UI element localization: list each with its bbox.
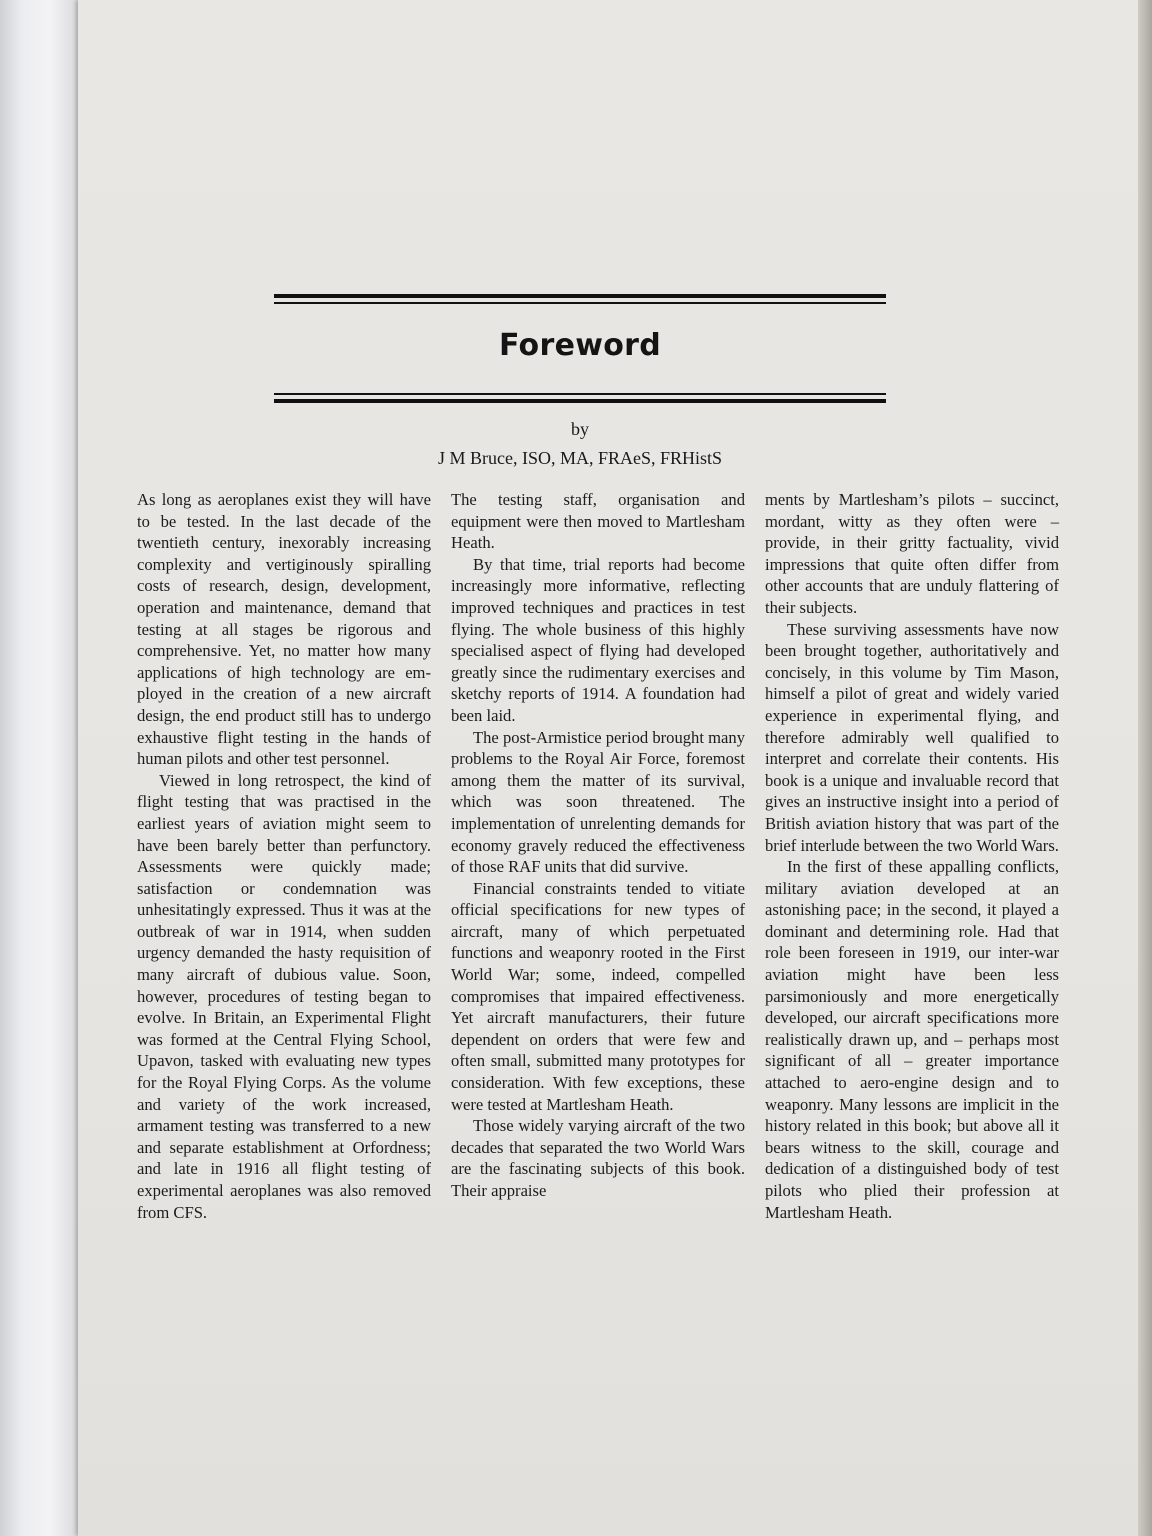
paragraph: The testing staff, organisation and equipment were then moved to Martlesham Heath. [451,490,745,553]
bottom-rule-thick [274,399,886,403]
paragraph: Viewed in long retrospect, the kind of flight testing that was practised in the earliest years of aviation might seem to have been barely better than perfunctory. Assessments were quickly made; satisfaction or condemnation was unhesitatingly expressed. Thus it was at the outbreak of war in 1914, when sudden urgency demanded the hasty requisition of many aircraft of dubious value. Soon, however, procedures of testing began to evolve. In Britain, an Experimental Flight was formed at the Central Flying School, Upavon, tasked with evaluating new types for the Royal Flying Corps. As the volume and variety of the work increased, armament testing was transferred to a new and separate establishment at Orfordness; and late in 1916 all flight testing of experimental aeroplanes was also removed from CFS. [137,770,431,1222]
paragraph: Financial constraints tended to vitiate official specifications for new types of aircraft, many of which perpetuated functions and weaponry rooted in the First World War; some, indeed, compelled compromises that impaired effectiveness. Yet aircraft manufacturers, their future dependent on orders that were few and often small, submitted many prototypes for consideration. With few exceptions, these were tested at Martlesham Heath. [451,878,745,1114]
text-column-3 [765,489,1059,1223]
page-title: Foreword [498,328,662,363]
paragraph: By that time, trial reports had become increasingly more informative, reflecting improved techniques and practices in test flying. The whole business of this highly specialised aspect of flying had developed greatly since the rudimentary exercises and sketchy reports of 1914. A foundation had been laid. [451,554,745,725]
paragraph: Those widely varying aircraft of the two decades that separated the two World Wars are the fascinating subjects of this book. Their appraise [451,1116,745,1200]
paragraph: As long as aeroplanes exist they will have to be tested. In the last decade of the twentieth century, inexorably increasing complexity and vertiginously spiralling costs of research, design, development, operation and maintenance, demand that testing at all stages be rigorous and comprehensive. Yet, no matter how many applications of high technology are employed in the creation of a new aircraft design, the end product still has to undergo exhaustive flight testing in the hands of human pilots and other test personnel. [137,490,431,769]
adjacent-page-edge [0,0,78,1536]
text-column-2 [451,489,745,1202]
byline-by: by [571,419,589,439]
text-column-1 [137,489,431,1223]
bottom-rule-thin [274,393,886,395]
top-rule-thick [274,294,886,298]
paragraph: ments by Martlesham’s pilots – succinct, mordant, witty as they often were – provide, in their gritty factuality, vivid impressions that quite often differ from other accounts that are unduly flattering of their subjects. [765,490,1059,617]
book-cover-edge [1138,0,1152,1536]
paragraph: The post-Armistice period brought many problems to the Royal Air Force, foremost among them the matter of its survival, which was soon threatened. The implementation of unrelenting demands for economy gravely reduced the effectiveness of those RAF units that did survive. [451,727,745,877]
top-rule-thin [274,302,886,304]
byline-author: J M Bruce, ISO, MA, FRAeS, FRHistS [437,448,723,468]
paragraph: In the first of these appalling conflicts, military aviation developed at an astonishing pace; in the second, it played a dominant and determining role. Had that role been foreseen in 1919, our inter-war aviation might have been less parsimoniously and more energetically developed, our aircraft specifications more realistically drawn up, and – perhaps most significant of all – greater importance attached to aero-engine design and to weaponry. Many lessons are implicit in the history related in this book; but above all it bears witness to the skill, courage and dedication of a distinguished body of test pilots who plied their profession at Martlesham Heath. [765,857,1059,1222]
paragraph: These surviving assessments have now been brought together, authoritatively and concisely, in this volume by Tim Mason, himself a pilot of great and widely varied experience in experimental flying, and therefore admirably well qualified to interpret and correlate their contents. His book is a unique and invaluable record that gives an instructive insight into a period of British aviation history that was part of the brief interlude between the two World Wars. [765,619,1059,855]
